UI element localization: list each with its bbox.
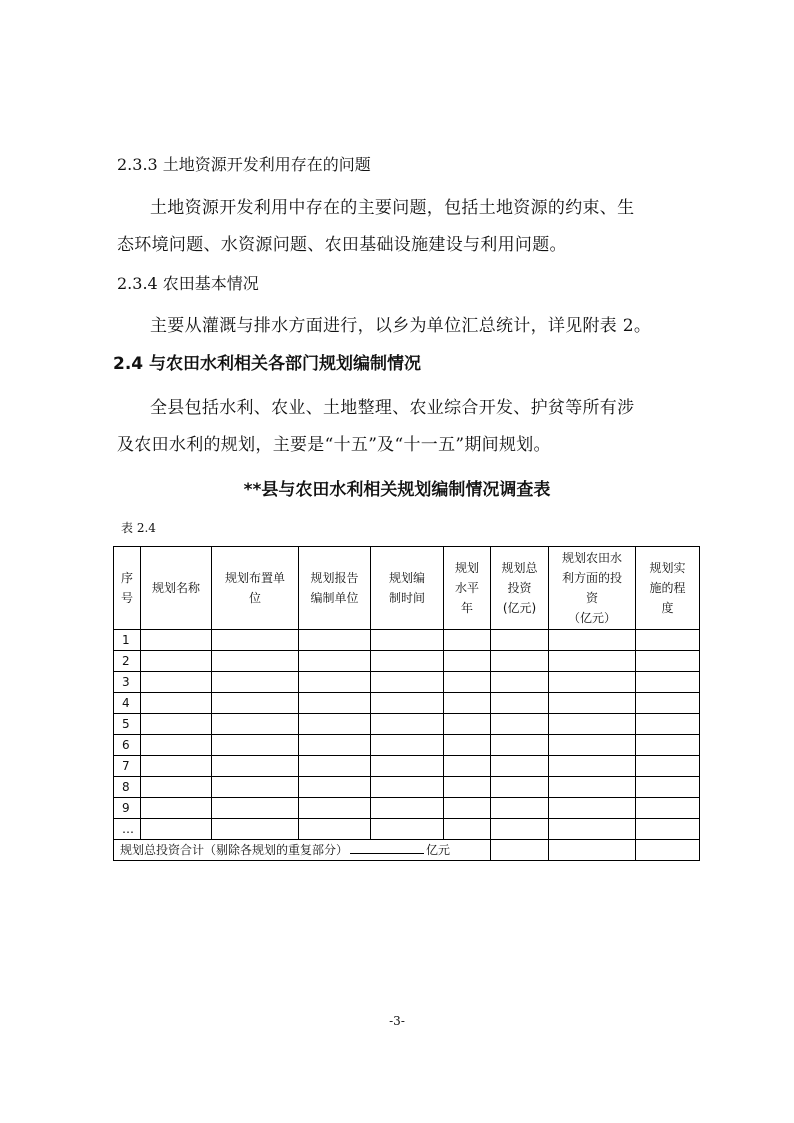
table-cell	[141, 693, 212, 714]
column-header-line: 位	[248, 591, 261, 605]
table-row	[114, 777, 700, 798]
table-cell	[212, 630, 299, 651]
total-value-cell	[491, 840, 549, 861]
table-cell	[636, 798, 700, 819]
column-header-line: 规划实	[649, 561, 686, 575]
column-header	[114, 547, 141, 630]
column-header-line: 利方面的投	[561, 571, 622, 585]
table-cell	[491, 630, 549, 651]
column-header	[491, 547, 549, 630]
table-cell	[491, 693, 549, 714]
table-cell	[141, 777, 212, 798]
column-header-line: 规划名称	[151, 581, 200, 595]
table-cell	[444, 693, 491, 714]
row-number: …	[114, 819, 141, 840]
column-header-line: 投资	[507, 581, 532, 595]
table-cell	[299, 798, 371, 819]
table-cell	[212, 819, 299, 840]
table-row	[114, 651, 700, 672]
table-cell	[444, 735, 491, 756]
column-header-line: 规划编	[388, 571, 425, 585]
section-2-3-4-heading: 2.3.4 农田基本情况	[117, 274, 259, 293]
total-unit: 亿元	[426, 843, 451, 857]
table-cell	[141, 630, 212, 651]
column-header	[444, 547, 491, 630]
table-cell	[636, 756, 700, 777]
table-cell	[636, 672, 700, 693]
row-number: 6	[114, 735, 141, 756]
table-cell	[549, 693, 636, 714]
table-cell	[141, 798, 212, 819]
table-label: 表 2.4	[121, 521, 156, 535]
table-cell	[141, 756, 212, 777]
table-cell	[549, 630, 636, 651]
table-cell	[491, 819, 549, 840]
table-cell	[491, 756, 549, 777]
column-header-line: 规划报告	[310, 571, 359, 585]
column-header-line: 规划总	[501, 561, 538, 575]
table-cell	[141, 651, 212, 672]
table-cell	[299, 630, 371, 651]
table-cell	[212, 693, 299, 714]
table-cell	[371, 819, 444, 840]
table-cell	[491, 735, 549, 756]
total-label: 规划总投资合计（剔除各规划的重复部分）	[120, 843, 349, 857]
table-row	[114, 756, 700, 777]
table-cell	[299, 777, 371, 798]
table-cell	[444, 777, 491, 798]
total-value-cell	[636, 840, 700, 861]
table-cell	[212, 714, 299, 735]
table-cell	[299, 714, 371, 735]
column-header	[636, 547, 700, 630]
column-header-line: 年	[460, 601, 473, 615]
table-cell	[549, 777, 636, 798]
row-number: 2	[114, 651, 141, 672]
page-number: -3-	[389, 1014, 405, 1028]
total-value-cell	[549, 840, 636, 861]
table-row	[114, 714, 700, 735]
column-header-line: 号	[120, 591, 133, 605]
table-cell	[212, 777, 299, 798]
section-2-4-paragraph-line1: 全县包括水利、农业、土地整理、农业综合开发、护贫等所有涉	[150, 398, 635, 418]
table-cell	[212, 651, 299, 672]
column-header	[141, 547, 212, 630]
table-cell	[212, 672, 299, 693]
table-row	[114, 798, 700, 819]
column-header-line: 编制单位	[310, 591, 359, 605]
table-row	[114, 735, 700, 756]
table-cell	[491, 798, 549, 819]
column-header-line: 规划布置单	[224, 571, 285, 585]
table-cell	[444, 819, 491, 840]
table-cell	[371, 651, 444, 672]
table-cell	[636, 735, 700, 756]
section-2-3-3-heading: 2.3.3 土地资源开发利用存在的问题	[117, 155, 371, 174]
column-header-line: （亿元）	[567, 611, 616, 625]
row-number: 3	[114, 672, 141, 693]
table-cell	[636, 651, 700, 672]
table-title: **县与农田水利相关规划编制情况调查表	[243, 480, 551, 500]
table-cell	[299, 693, 371, 714]
column-header-line: 规划农田水	[561, 551, 622, 565]
section-2-3-3-paragraph-line1: 土地资源开发利用中存在的主要问题，包括土地资源的约束、生	[150, 198, 635, 218]
table-cell	[371, 693, 444, 714]
table-cell	[141, 714, 212, 735]
table-cell	[491, 651, 549, 672]
table-cell	[299, 651, 371, 672]
section-2-3-4-paragraph: 主要从灌溉与排水方面进行，以乡为单位汇总统计，详见附表 2。	[150, 316, 652, 336]
table-row	[114, 672, 700, 693]
row-number: 7	[114, 756, 141, 777]
total-row	[114, 840, 700, 861]
table-cell	[549, 651, 636, 672]
table-cell	[444, 756, 491, 777]
row-number: 9	[114, 798, 141, 819]
table-cell	[212, 756, 299, 777]
table-body	[114, 630, 700, 861]
table-cell	[371, 798, 444, 819]
table-header-row	[114, 547, 700, 630]
table-cell	[444, 672, 491, 693]
table-cell	[371, 735, 444, 756]
table-cell	[549, 798, 636, 819]
table-cell	[491, 777, 549, 798]
table-cell	[549, 735, 636, 756]
planning-survey-table	[113, 546, 700, 861]
column-header-line: 制时间	[388, 591, 425, 605]
table-cell	[636, 714, 700, 735]
table-row	[114, 630, 700, 651]
column-header-line: 度	[661, 601, 674, 615]
table-cell	[141, 819, 212, 840]
table-cell	[212, 735, 299, 756]
column-header-line: 施的程	[649, 581, 686, 595]
section-2-4-heading: 2.4 与农田水利相关各部门规划编制情况	[113, 354, 422, 374]
table-cell	[491, 714, 549, 735]
table-cell	[549, 672, 636, 693]
column-header-line: 资	[585, 591, 598, 605]
row-number: 8	[114, 777, 141, 798]
table-cell	[371, 756, 444, 777]
table-cell	[636, 693, 700, 714]
table-cell	[299, 819, 371, 840]
table-cell	[636, 777, 700, 798]
total-label-cell	[114, 840, 491, 861]
table-cell	[371, 672, 444, 693]
table-cell	[636, 819, 700, 840]
table-cell	[549, 819, 636, 840]
section-2-3-3-paragraph-line2: 态环境问题、水资源问题、农田基础设施建设与利用问题。	[117, 235, 567, 255]
table-cell	[299, 756, 371, 777]
table-cell	[299, 735, 371, 756]
table-cell	[636, 630, 700, 651]
total-blank-line	[350, 841, 424, 854]
table-cell	[141, 672, 212, 693]
table-cell	[371, 630, 444, 651]
column-header	[371, 547, 444, 630]
table-cell	[549, 714, 636, 735]
column-header-line: 规划	[454, 561, 479, 575]
table-row	[114, 693, 700, 714]
table-cell	[371, 777, 444, 798]
table-cell	[549, 756, 636, 777]
table-row	[114, 819, 700, 840]
column-header-line: 水平	[454, 581, 479, 595]
column-header-line: (亿元)	[502, 601, 537, 615]
row-number: 4	[114, 693, 141, 714]
table-cell	[444, 651, 491, 672]
table-cell	[444, 798, 491, 819]
table-cell	[212, 798, 299, 819]
row-number: 1	[114, 630, 141, 651]
column-header-line: 序	[120, 571, 133, 585]
table-cell	[371, 714, 444, 735]
table-cell	[444, 630, 491, 651]
column-header	[299, 547, 371, 630]
table-cell	[491, 672, 549, 693]
column-header	[212, 547, 299, 630]
table-cell	[141, 735, 212, 756]
column-header	[549, 547, 636, 630]
section-2-4-paragraph-line2: 及农田水利的规划，主要是“十五”及“十一五”期间规划。	[117, 435, 551, 455]
table-cell	[299, 672, 371, 693]
row-number: 5	[114, 714, 141, 735]
table-cell	[444, 714, 491, 735]
